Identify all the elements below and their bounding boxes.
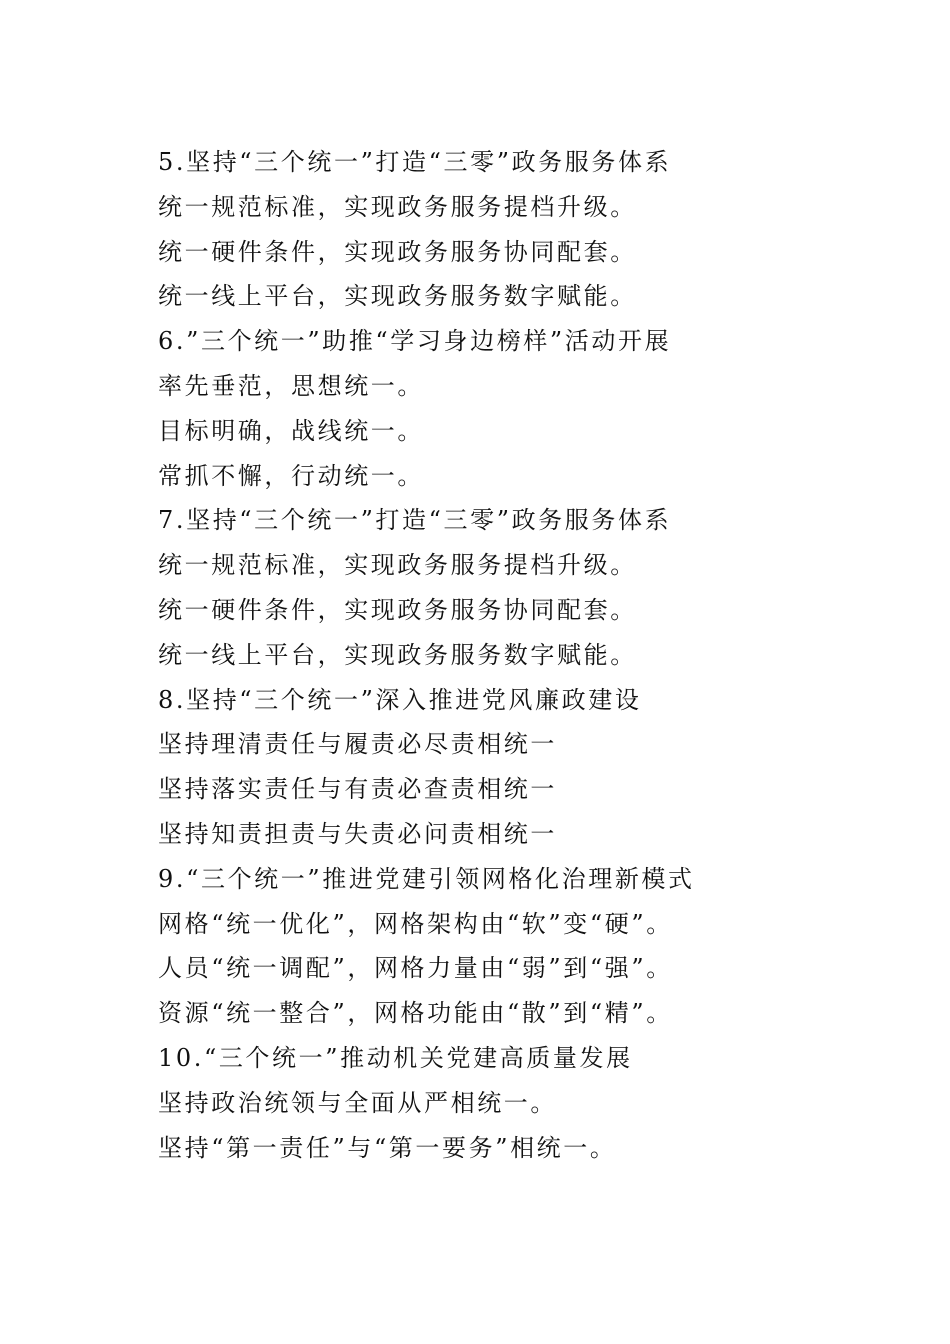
paragraph-line: 坚持知责担责与失责必问责相统一: [158, 819, 557, 848]
paragraph-line: 人员“统一调配”，网格力量由“弱”到“强”。: [158, 954, 673, 983]
paragraph-line: 坚持政治统领与全面从严相统一。: [158, 1088, 557, 1117]
document-body: [158, 140, 918, 1170]
heading-6: 6.”三个统一”助推“学习身边榜样”活动开展: [158, 327, 672, 356]
paragraph-line: 目标明确，战线统一。: [158, 416, 424, 445]
paragraph-line: 统一硬件条件，实现政务服务协同配套。: [158, 237, 637, 266]
paragraph-line: 统一规范标准，实现政务服务提档升级。: [158, 551, 637, 580]
heading-9: 9.“三个统一”推进党建引领网格化治理新模式: [158, 864, 695, 893]
paragraph-line: 统一硬件条件，实现政务服务协同配套。: [158, 595, 637, 624]
heading-8: 8.坚持“三个统一”深入推进党风廉政建设: [158, 685, 642, 714]
heading-7: 7.坚持“三个统一”打造“三零”政务服务体系: [158, 506, 672, 535]
paragraph-line: 统一线上平台，实现政务服务数字赋能。: [158, 640, 637, 669]
paragraph-line: 网格“统一优化”，网格架构由“软”变“硬”。: [158, 909, 673, 938]
heading-10: 10.“三个统一”推动机关党建高质量发展: [158, 1043, 633, 1072]
paragraph-line: 坚持“第一责任”与“第一要务”相统一。: [158, 1133, 617, 1162]
paragraph-line: 坚持落实责任与有责必查责相统一: [158, 775, 557, 804]
paragraph-line: 常抓不懈，行动统一。: [158, 461, 424, 490]
paragraph-line: 统一线上平台，实现政务服务数字赋能。: [158, 282, 637, 311]
paragraph-line: 资源“统一整合”，网格功能由“散”到“精”。: [158, 999, 673, 1028]
paragraph-line: 坚持理清责任与履责必尽责相统一: [158, 730, 557, 759]
paragraph-line: 统一规范标准，实现政务服务提档升级。: [158, 192, 637, 221]
paragraph-line: 率先垂范，思想统一。: [158, 371, 424, 400]
heading-5: 5.坚持“三个统一”打造“三零”政务服务体系: [158, 148, 672, 176]
